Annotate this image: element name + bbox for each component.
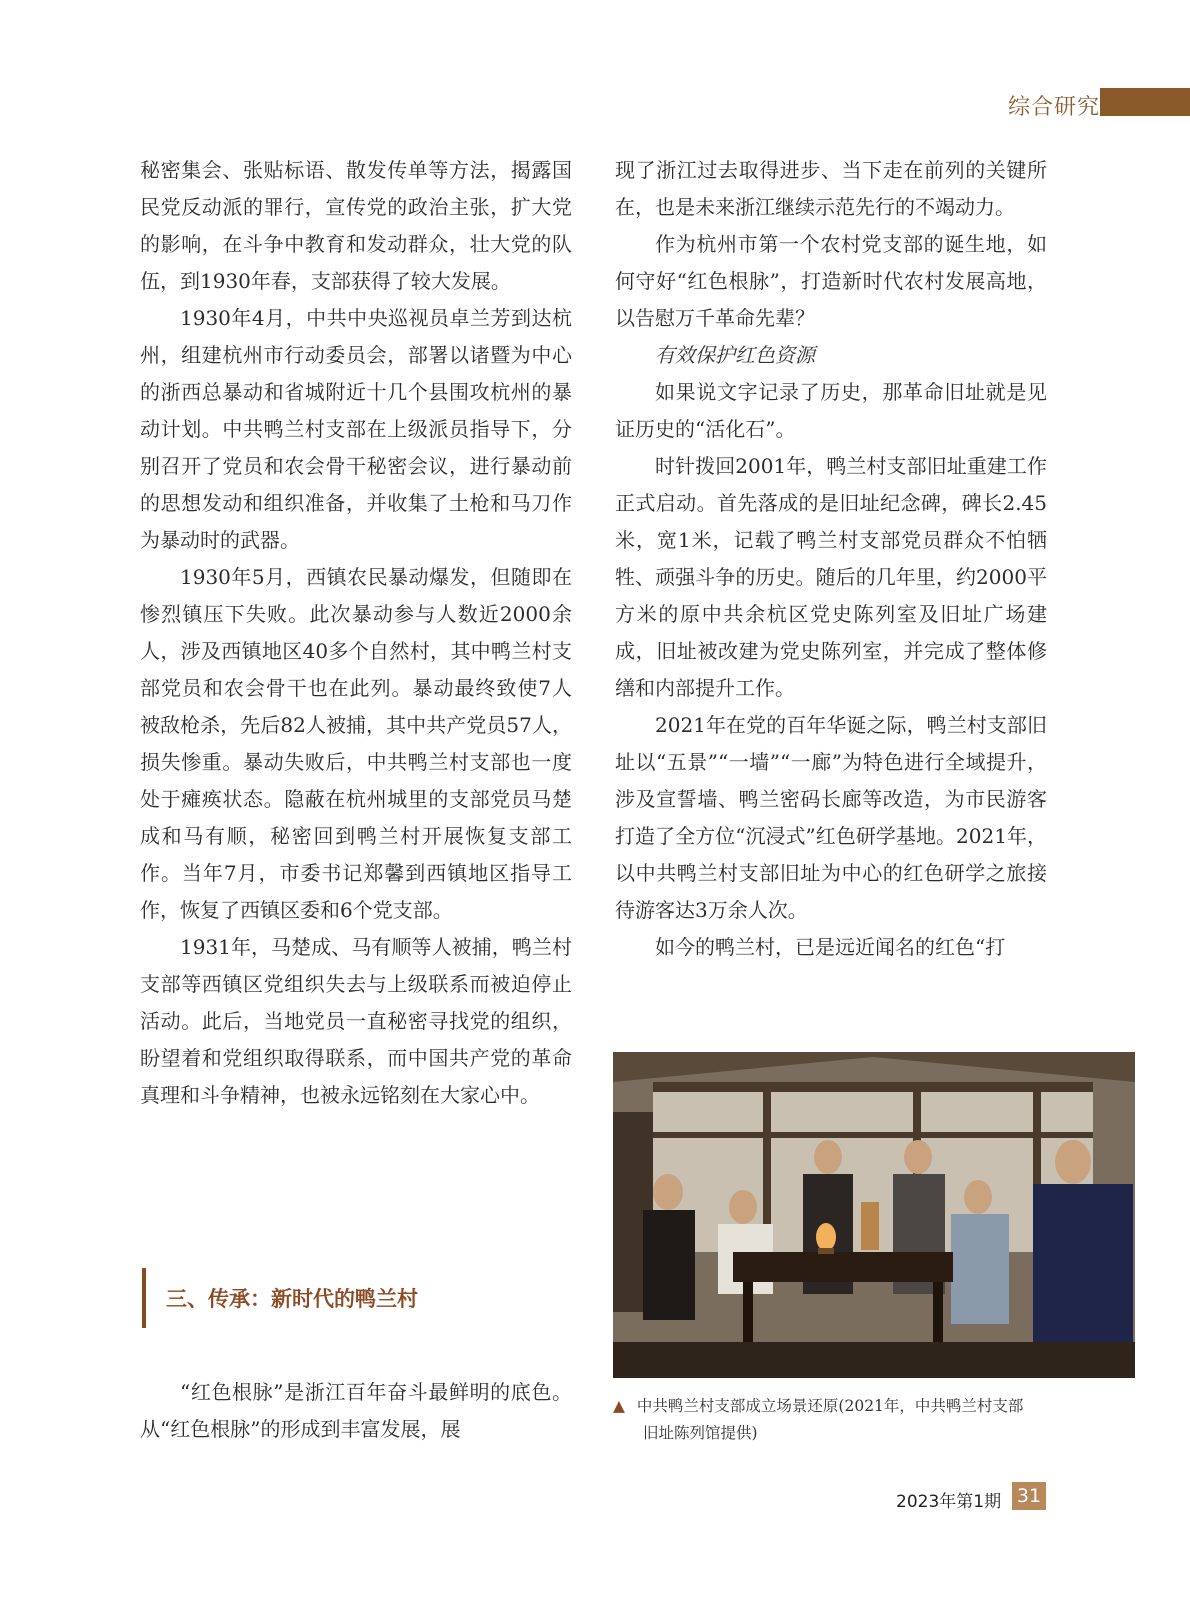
right-column (615, 152, 1047, 966)
section-heading (142, 1268, 418, 1328)
subheading: 有效保护红色资源 (655, 343, 815, 367)
issue-label: 2023年第1期 (896, 1492, 1002, 1512)
right-paragraph-2: 作为杭州市第一个农村党支部的诞生地，如何守好“红色根脉”，打造新时代农村发展高地，以告慰万千革命先辈？ (615, 232, 1047, 330)
right-paragraph-4: 时针拨回2001年，鸭兰村支部旧址重建工作正式启动。首先落成的是旧址纪念碑，碑长2.45米，宽1米，记载了鸭兰村支部党员群众不怕牺牲、顽强斗争的历史。随后的几年里，约2000平方米的原中共余杭区党史陈列室及旧址广场建成，旧址被改建为党史陈列室，并完成了整体修缮和内部提升工作。 (615, 454, 1047, 700)
left-paragraph-5: “红色根脉”是浙江百年奋斗最鲜明的底色。从“红色根脉”的形成到丰富发展，展 (140, 1380, 572, 1441)
caption-text-1: 中共鸭兰村支部成立场景还原(2021年，中共鸭兰村支部 (636, 1397, 1024, 1415)
right-paragraph-5: 2021年在党的百年华诞之际，鸭兰村支部旧址以“五景”“一墙”“一廊”为特色进行全域提升，涉及宣誓墙、鸭兰密码长廊等改造，为市民游客打造了全方位“沉浸式”红色研学基地。2021年，以中共鸭兰村支部旧址为中心的红色研学之旅接待游客达3万余人次。 (615, 713, 1047, 922)
left-paragraph-1: 秘密集会、张贴标语、散发传单等方法，揭露国民党反动派的罪行，宣传党的政治主张，扩大党的影响，在斗争中教育和发动群众，壮大党的队伍，到1930年春，支部获得了较大发展。 (140, 158, 572, 293)
section-color-bar (1100, 88, 1190, 116)
left-column-bottom (140, 1374, 572, 1448)
right-paragraph-6: 如今的鸭兰村，已是远近闻名的红色“打 (655, 935, 1006, 959)
right-paragraph-1: 现了浙江过去取得进步、当下走在前列的关键所在，也是未来浙江继续示范先行的不竭动力。 (615, 158, 1047, 219)
page-number: 31 (1012, 1482, 1046, 1510)
left-paragraph-2: 1930年4月，中共中央巡视员卓兰芳到达杭州，组建杭州市行动委员会，部署以诸暨为中心的浙西总暴动和省城附近十几个县围攻杭州的暴动计划。中共鸭兰村支部在上级派员指导下，分别召开了党员和农会骨干秘密会议，进行暴动前的思想发动和组织准备，并收集了土枪和马刀作为暴动时的武器。 (140, 306, 572, 552)
photo-illustration (613, 1052, 1135, 1378)
photo-caption (613, 1393, 1063, 1447)
right-paragraph-3: 如果说文字记录了历史，那革命旧址就是见证历史的“活化石”。 (615, 380, 1047, 441)
left-column (140, 152, 572, 1114)
caption-line-2: 旧址陈列馆提供) (643, 1424, 758, 1442)
caption-line-1 (613, 1393, 1063, 1420)
left-paragraph-4: 1931年，马楚成、马有顺等人被捕，鸭兰村支部等西镇区党组织失去与上级联系而被迫停止活动。此后，当地党员一直秘密寻找党的组织，盼望着和党组织取得联系，而中国共产党的革命真理和斗争精神，也被永远铭刻在大家心中。 (140, 935, 572, 1107)
section-heading-text: 三、传承：新时代的鸭兰村 (166, 1287, 418, 1311)
caption-triangle-icon: ▲ (613, 1397, 625, 1415)
photo-meeting-scene (613, 1052, 1135, 1378)
section-label: 综合研究 (1008, 95, 1101, 120)
left-paragraph-3: 1930年5月，西镇农民暴动爆发，但随即在惨烈镇压下失败。此次暴动参与人数近2000余人，涉及西镇地区40多个自然村，其中鸭兰村支部党员和农会骨干也在此列。暴动最终致使7人被敌枪杀，先后82人被捕，其中共产党员57人，损失惨重。暴动失败后，中共鸭兰村支部也一度处于瘫痪状态。隐蔽在杭州城里的支部党员马楚成和马有顺，秘密回到鸭兰村开展恢复支部工作。当年7月，市委书记郑馨到西镇地区指导工作，恢复了西镇区委和6个党支部。 (140, 565, 572, 922)
